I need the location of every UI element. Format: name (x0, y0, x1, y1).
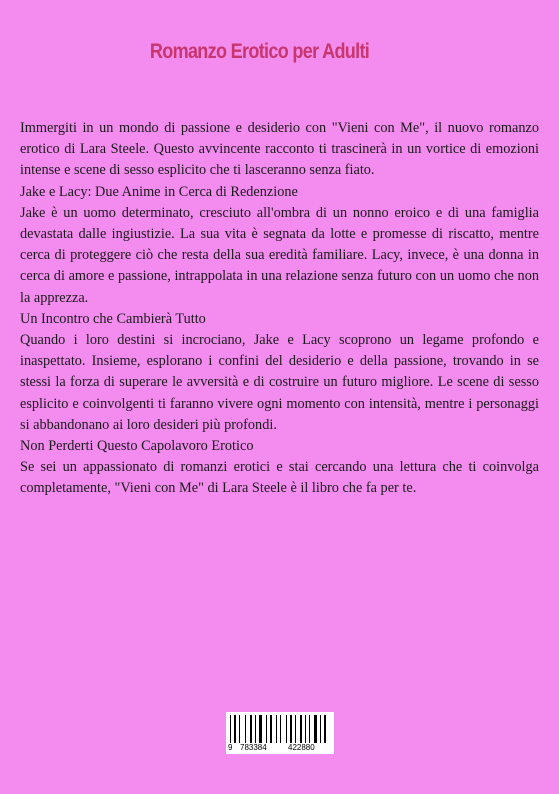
barcode-digits-left: 783384 (240, 743, 267, 752)
isbn-barcode (226, 712, 334, 754)
cover-title: Romanzo Erotico per Adulti (149, 40, 370, 63)
section-heading: Un Incontro che Cambierà Tutto (20, 310, 206, 327)
encounter-paragraph: Quando i loro destini si incrociano, Jake e Lacy scoprono un legame profondo e inaspettato. Insieme, esplorano i confini del desiderio e della passione, trovando in se stessi la forza di superare le avversità e di costruire un futuro migliore. Le scene di sesso esplicito e coinvolgenti ti faranno vivere ogni momento con intensità, mentre i personaggi si abbandonano ai loro desideri più profondi. (20, 332, 539, 433)
intro-paragraph: Immergiti in un mondo di passione e desiderio con "Vieni con Me", il nuovo romanzo erotico di Lara Steele. Questo avvincente racconto ti trascinerà in un vortice di emozioni intense e scene di sesso esplicito che ti lasceranno senza fiato. (20, 120, 539, 179)
closing-paragraph: Se sei un appassionato di romanzi erotici e stai cercando una lettura che ti coinvolga completamente, "Vieni con Me" di Lara Steele è il libro che fa per te. (20, 459, 539, 497)
barcode-digit-first: 9 (228, 743, 233, 752)
barcode-bars-icon (230, 715, 330, 743)
barcode-digits-right: 422880 (288, 743, 315, 752)
characters-paragraph: Jake è un uomo determinato, cresciuto all'ombra di un nonno eroico e di una famiglia devastata dalle ingiustizie. La sua vita è segnata da lotte e promesse di riscatto, mentre cerca di proteggere ciò che resta della sua eredità familiare. Lacy, invece, è una donna in cerca di amore e passione, intrappolata in una relazione senza futuro con un uomo che non la apprezza. (20, 204, 539, 306)
section-heading: Jake e Lacy: Due Anime in Cerca di Redenzione (20, 183, 298, 200)
blurb-text (20, 118, 539, 500)
section-heading: Non Perderti Questo Capolavoro Erotico (20, 438, 254, 455)
